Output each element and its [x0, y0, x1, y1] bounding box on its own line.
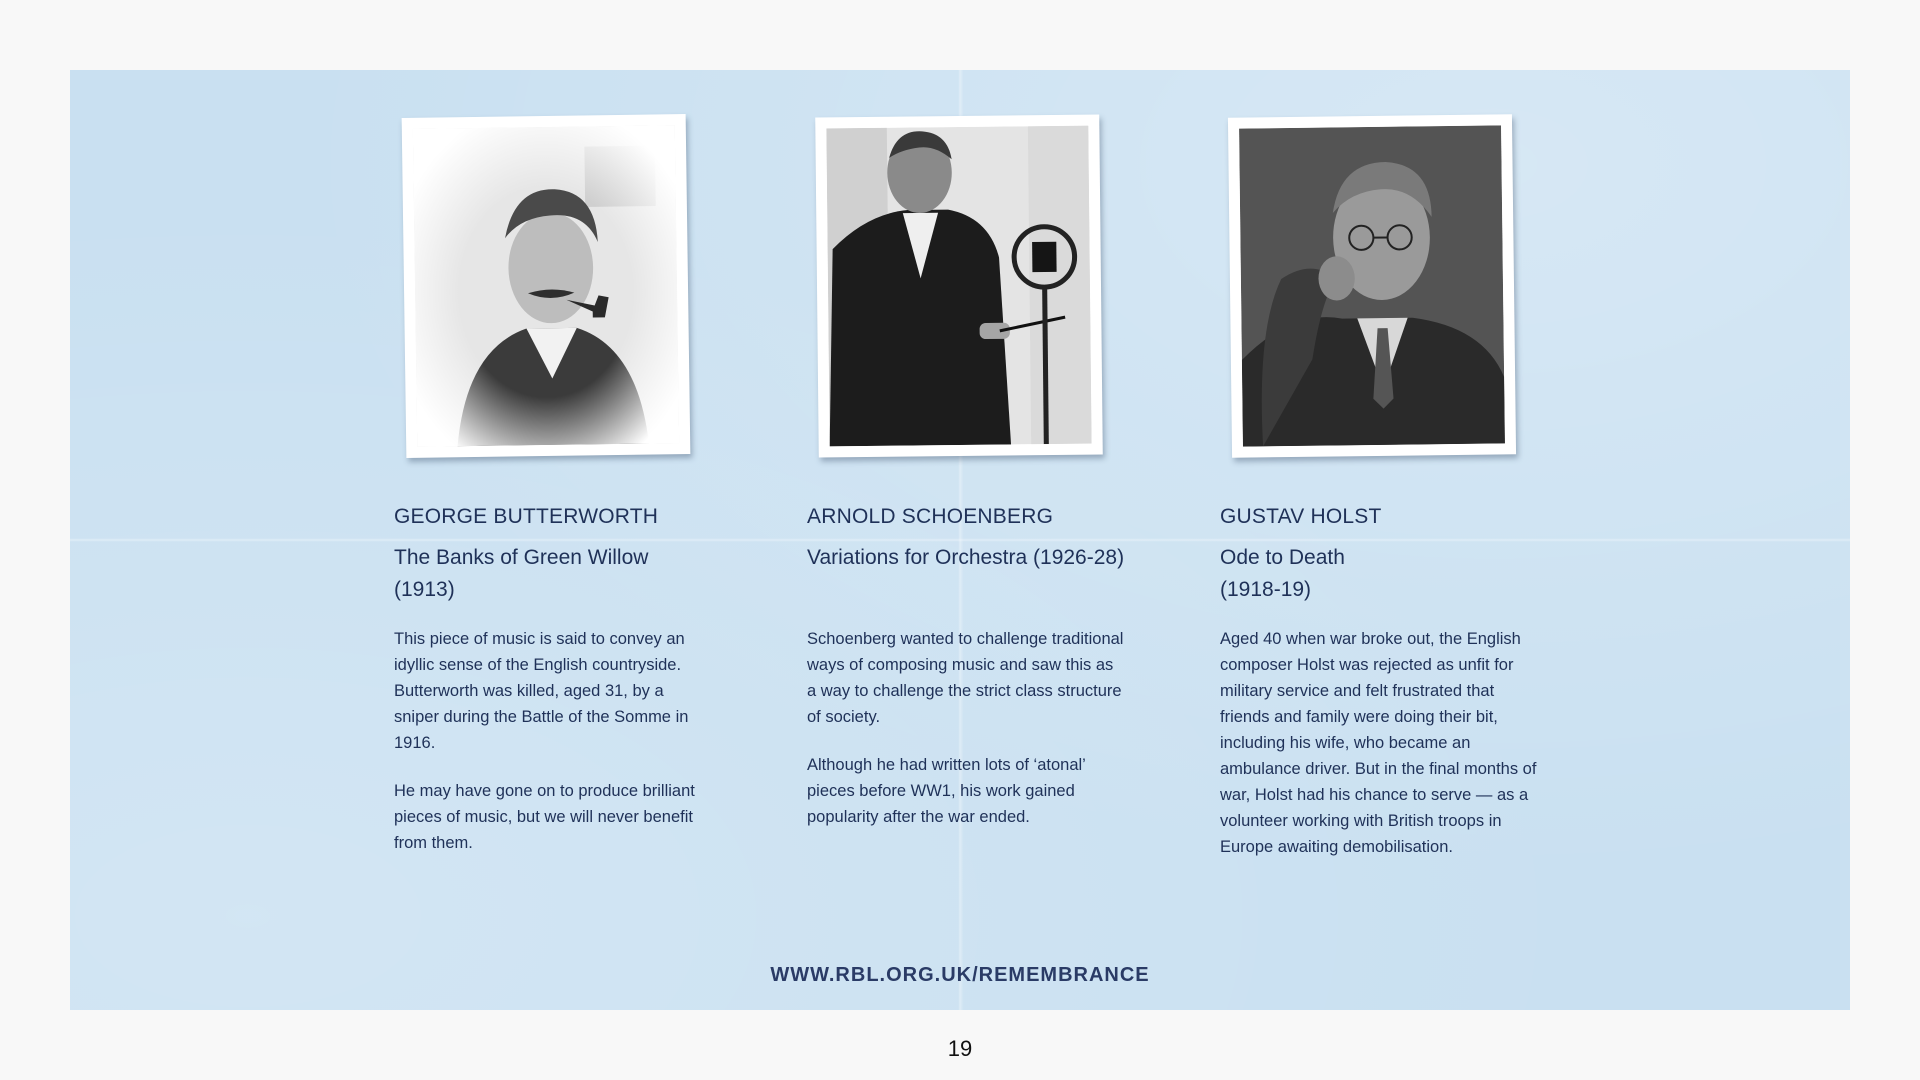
description-paragraph: Schoenberg wanted to challenge traditional ways of composing music and saw this as a way to challenge the strict class structure of society.	[807, 630, 1124, 726]
description-paragraph: Although he had written lots of ‘atonal’ pieces before WW1, his work gained popularity after the war ended.	[807, 756, 1086, 826]
work-title-line: (1918-19)	[1220, 578, 1312, 601]
composer-description	[807, 626, 1125, 830]
description-paragraph: This piece of music is said to convey an idyllic sense of the English countryside. Butterworth was killed, aged 31, by a sniper during the Battle of the Somme in 1916.	[394, 630, 689, 752]
website-url: WWW.RBL.ORG.UK/REMEMBRANCE	[770, 964, 1150, 986]
work-title	[1220, 542, 1540, 606]
composer-name: GEORGE BUTTERWORTH	[394, 505, 659, 528]
description-paragraph: Aged 40 when war broke out, the English composer Holst was rejected as unfit for military service and felt frustrated that friends and family were doing their bit, including his wife, who became an ambulance driver. But in the final months of war, Holst had his chance to serve — as a volunteer working with British troops in Europe awaiting demobilisation.	[1220, 630, 1537, 856]
composer-description	[394, 626, 712, 856]
content-panel	[70, 70, 1850, 1010]
description-paragraph: He may have gone on to produce brilliant pieces of music, but we will never benefit from them.	[394, 782, 695, 852]
work-title-line: Ode to Death	[1220, 546, 1345, 569]
composer-name: GUSTAV HOLST	[1220, 505, 1382, 528]
work-title: The Banks of Green Willow (1913)	[394, 546, 649, 601]
composer-photo-schoenberg	[815, 115, 1103, 458]
composer-photo-butterworth	[402, 114, 691, 458]
composer-description	[1220, 626, 1538, 860]
work-title: Variations for Orchestra (1926-28)	[807, 546, 1125, 569]
page-number: 19	[947, 1036, 973, 1061]
composer-photo-holst	[1228, 114, 1516, 457]
composer-name: ARNOLD SCHOENBERG	[807, 505, 1054, 528]
